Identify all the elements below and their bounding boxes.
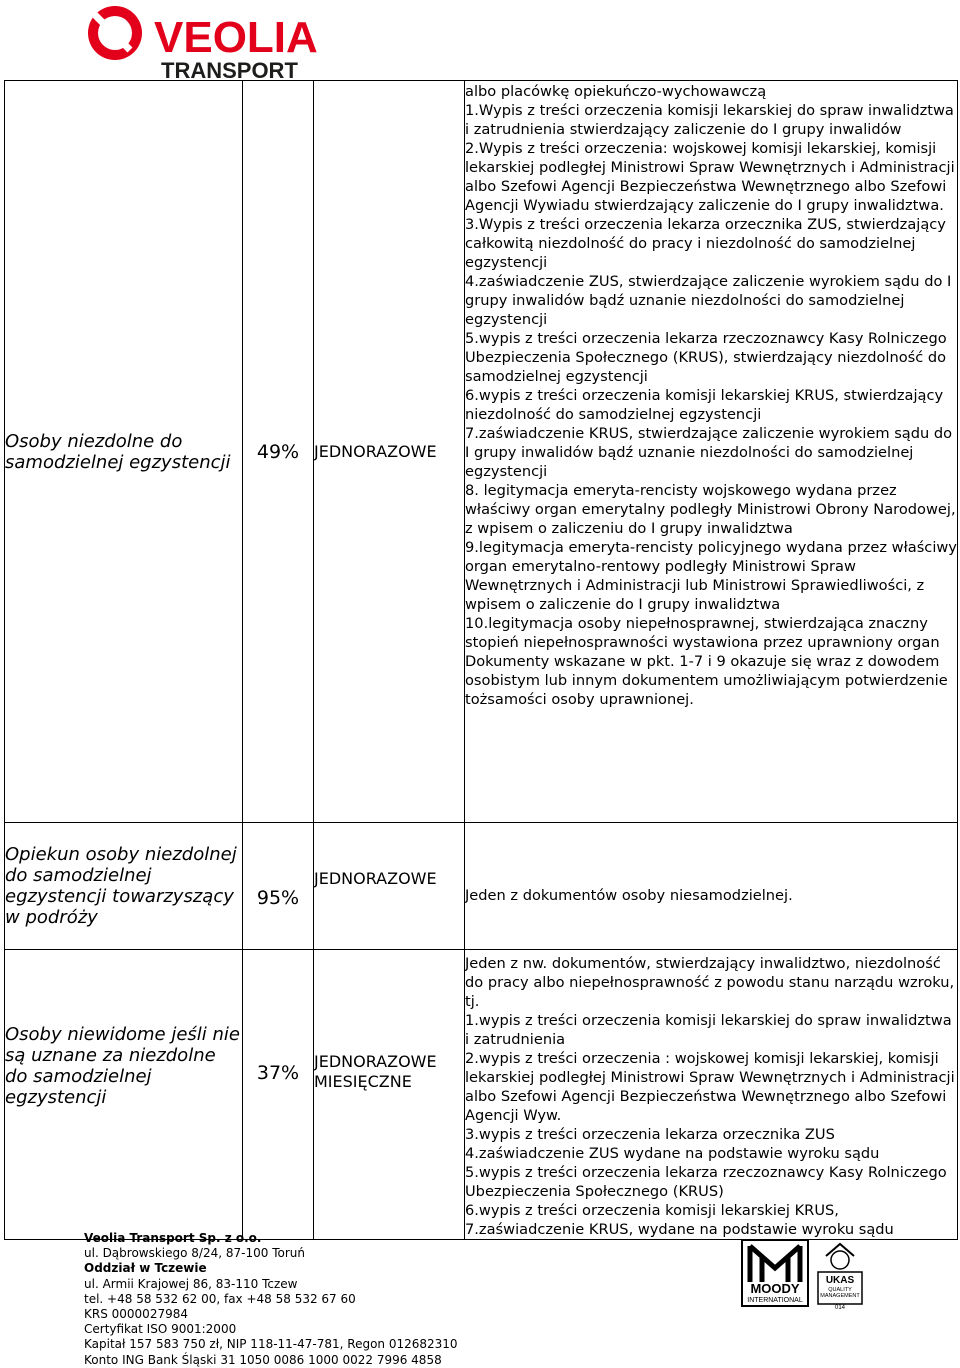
footer-address: ul. Dąbrowskiego 8/24, 87-100 Toruń xyxy=(84,1246,305,1261)
certification-logos xyxy=(740,1238,864,1314)
logo-name: VEOLIA xyxy=(154,13,318,62)
veolia-logo xyxy=(84,2,344,80)
ukas-text: UKAS xyxy=(825,1275,855,1286)
row-3-type: JEDNORAZOWE MIESIĘCZNE xyxy=(314,1052,437,1091)
table-row xyxy=(5,823,958,950)
row-1-who: Osoby niezdolne do samodzielnej egzystencji xyxy=(5,430,231,473)
ukas-sub2: MANAGEMENT xyxy=(820,1293,860,1299)
discount-table xyxy=(4,80,958,1240)
footer-phone: tel. +48 58 532 62 00, fax +48 58 532 67 60 xyxy=(84,1291,356,1306)
moody-logo xyxy=(742,1240,808,1306)
row-1-percent: 49% xyxy=(256,440,300,463)
row-2-who: Opiekun osoby niezdolnej do samodzielnej egzystencji towarzyszący w podróży xyxy=(5,844,237,928)
row-3-who: Osoby niewidome jeśli nie są uznane za niezdolne do samodzielnej egzystencji xyxy=(5,1024,240,1108)
row-3-percent: 37% xyxy=(256,1062,300,1084)
row-1-type: JEDNORAZOWE xyxy=(314,441,437,461)
row-3-documents: Jeden z nw. dokumentów, stwierdzający inwalidztwo, niezdolność do pracy albo niepełnosprawność z powodu stanu narządu wzroku, tj. 1.wypis z treści orzeczenia komisji lekarskiej do spraw inwalidztwa i zatrudnienia 2.wypis z treści orzeczenia : wojskowej komisji lekarskiej, komisji lekarskiej podległej Ministrowi Spraw Wewnętrznych i Administracji albo Szefowi Agencji Bezpieczeństwa Wewnętrznego albo Szefowi Agencji Wyw. 3.wypis z treści orzeczenia lekarza orzecznika ZUS 4.zaświadczenie ZUS wydane na podstawie wyroku sądu 5.wypis z treści orzeczenia lekarza rzeczoznawcy Kasy Rolniczego Ubezpieczenia Społecznego (KRUS) 6.wypis z treści orzeczenia komisji lekarskiej KRUS, 7.zaświadczenie KRUS, wydane na podstawie wyroku sądu xyxy=(465,955,955,1238)
footer-branch: Oddział w Tczewie xyxy=(84,1261,207,1276)
footer-capital: Kapitał 157 583 750 zł, NIP 118-11-47-781, Regon 012682310 xyxy=(84,1337,458,1352)
footer-company: Veolia Transport Sp. z o.o. xyxy=(84,1231,262,1245)
footer-branch-address: ul. Armii Krajowej 86, 83-110 Tczew xyxy=(84,1276,298,1291)
moody-text: MOODY xyxy=(750,1281,800,1296)
row-2-documents: Jeden z dokumentów osoby niesamodzielnej. xyxy=(465,886,793,904)
row-1-documents: albo placówkę opiekuńczo-wychowawczą 1.Wypis z treści orzeczenia komisji lekarskiej do spraw inwalidztwa i zatrudnienia stwierdzający zaliczenie do I grupy inwalidów 2.Wypis z treści orzeczenia: wojskowej komisji lekarskiej, komisji lekarskiej podległej Ministrowi Spraw Wewnętrznych i Administracji albo Szefowi Agencji Bezpieczeństwa Wewnętrznego albo Szefowi Agencji Wywiadu stwierdzający zaliczenie do I grupy inwalidztwa. 3.Wypis z treści orzeczenia lekarza orzecznika ZUS, stwierdzający całkowitą niezdolność do pracy i niezdolność do samodzielnej egzystencji 4.zaświadczenie ZUS, stwierdzające zaliczenie wyrokiem sądu do I grupy inwalidów bądź uznanie niezdolności do samodzielnej egzystencji 5.wypis z treści orzeczenia lekarza rzeczoznawcy Kasy Rolniczego Ubezpieczenia Społecznego (KRUS), stwierdzający niezdolność do samodzielnej egzystencji 6.wypis z treści orzeczenia komisji lekarskiej KRUS, stwierdzający niezdolność do samodzielnej egzystencji 7.zaświadczenie KRUS, stwierdzające zaliczenie wyrokiem sądu do I grupy inwalidów bądź uznanie niezdolności do samodzielnej egzystencji 8. legitymacja emeryta-rencisty wojskowego wydana przez właściwy organ emerytalny podległy Ministrowi Obrony Narodowej, z wpisem o zaliczeniu do I grupy inwalidztwa 9.legitymacja emeryta-rencisty policyjnego wydana przez właściwy organ emerytalno-rentowy podległy Ministrowi Spraw Wewnętrznych i Administracji lub Ministrowi Sprawiedliwości, z wpisem o zaliczenie do I grupy inwalidztwa 10.legitymacja osoby niepełnosprawnej, stwierdzająca znaczny stopień niepełnosprawności wystawiona przez uprawniony organ Dokumenty wskazane w pkt. 1-7 i 9 okazuje się wraz z dowodem osobistym lub innym dokumentem umożliwiającym potwierdzenie tożsamości osoby uprawnionej. xyxy=(465,83,957,708)
ukas-logo xyxy=(818,1244,862,1310)
table-row xyxy=(5,81,958,823)
footer-cert: Certyfikat ISO 9001:2000 xyxy=(84,1322,237,1337)
footer-company-info xyxy=(84,1231,458,1368)
footer-krs: KRS 0000027984 xyxy=(84,1307,188,1322)
ukas-number: 014 xyxy=(834,1305,846,1310)
logo-sub: TRANSPORT xyxy=(161,58,298,80)
footer-bank: Konto ING Bank Śląski 31 1050 0086 1000 0022 7996 4858 xyxy=(84,1352,442,1367)
table-row xyxy=(5,950,958,1240)
row-2-percent: 95% xyxy=(256,887,300,909)
moody-sub-text: INTERNATIONAL xyxy=(747,1297,803,1304)
row-2-type: JEDNORAZOWE xyxy=(314,869,437,888)
ukas-sub1: QUALITY xyxy=(828,1287,852,1293)
